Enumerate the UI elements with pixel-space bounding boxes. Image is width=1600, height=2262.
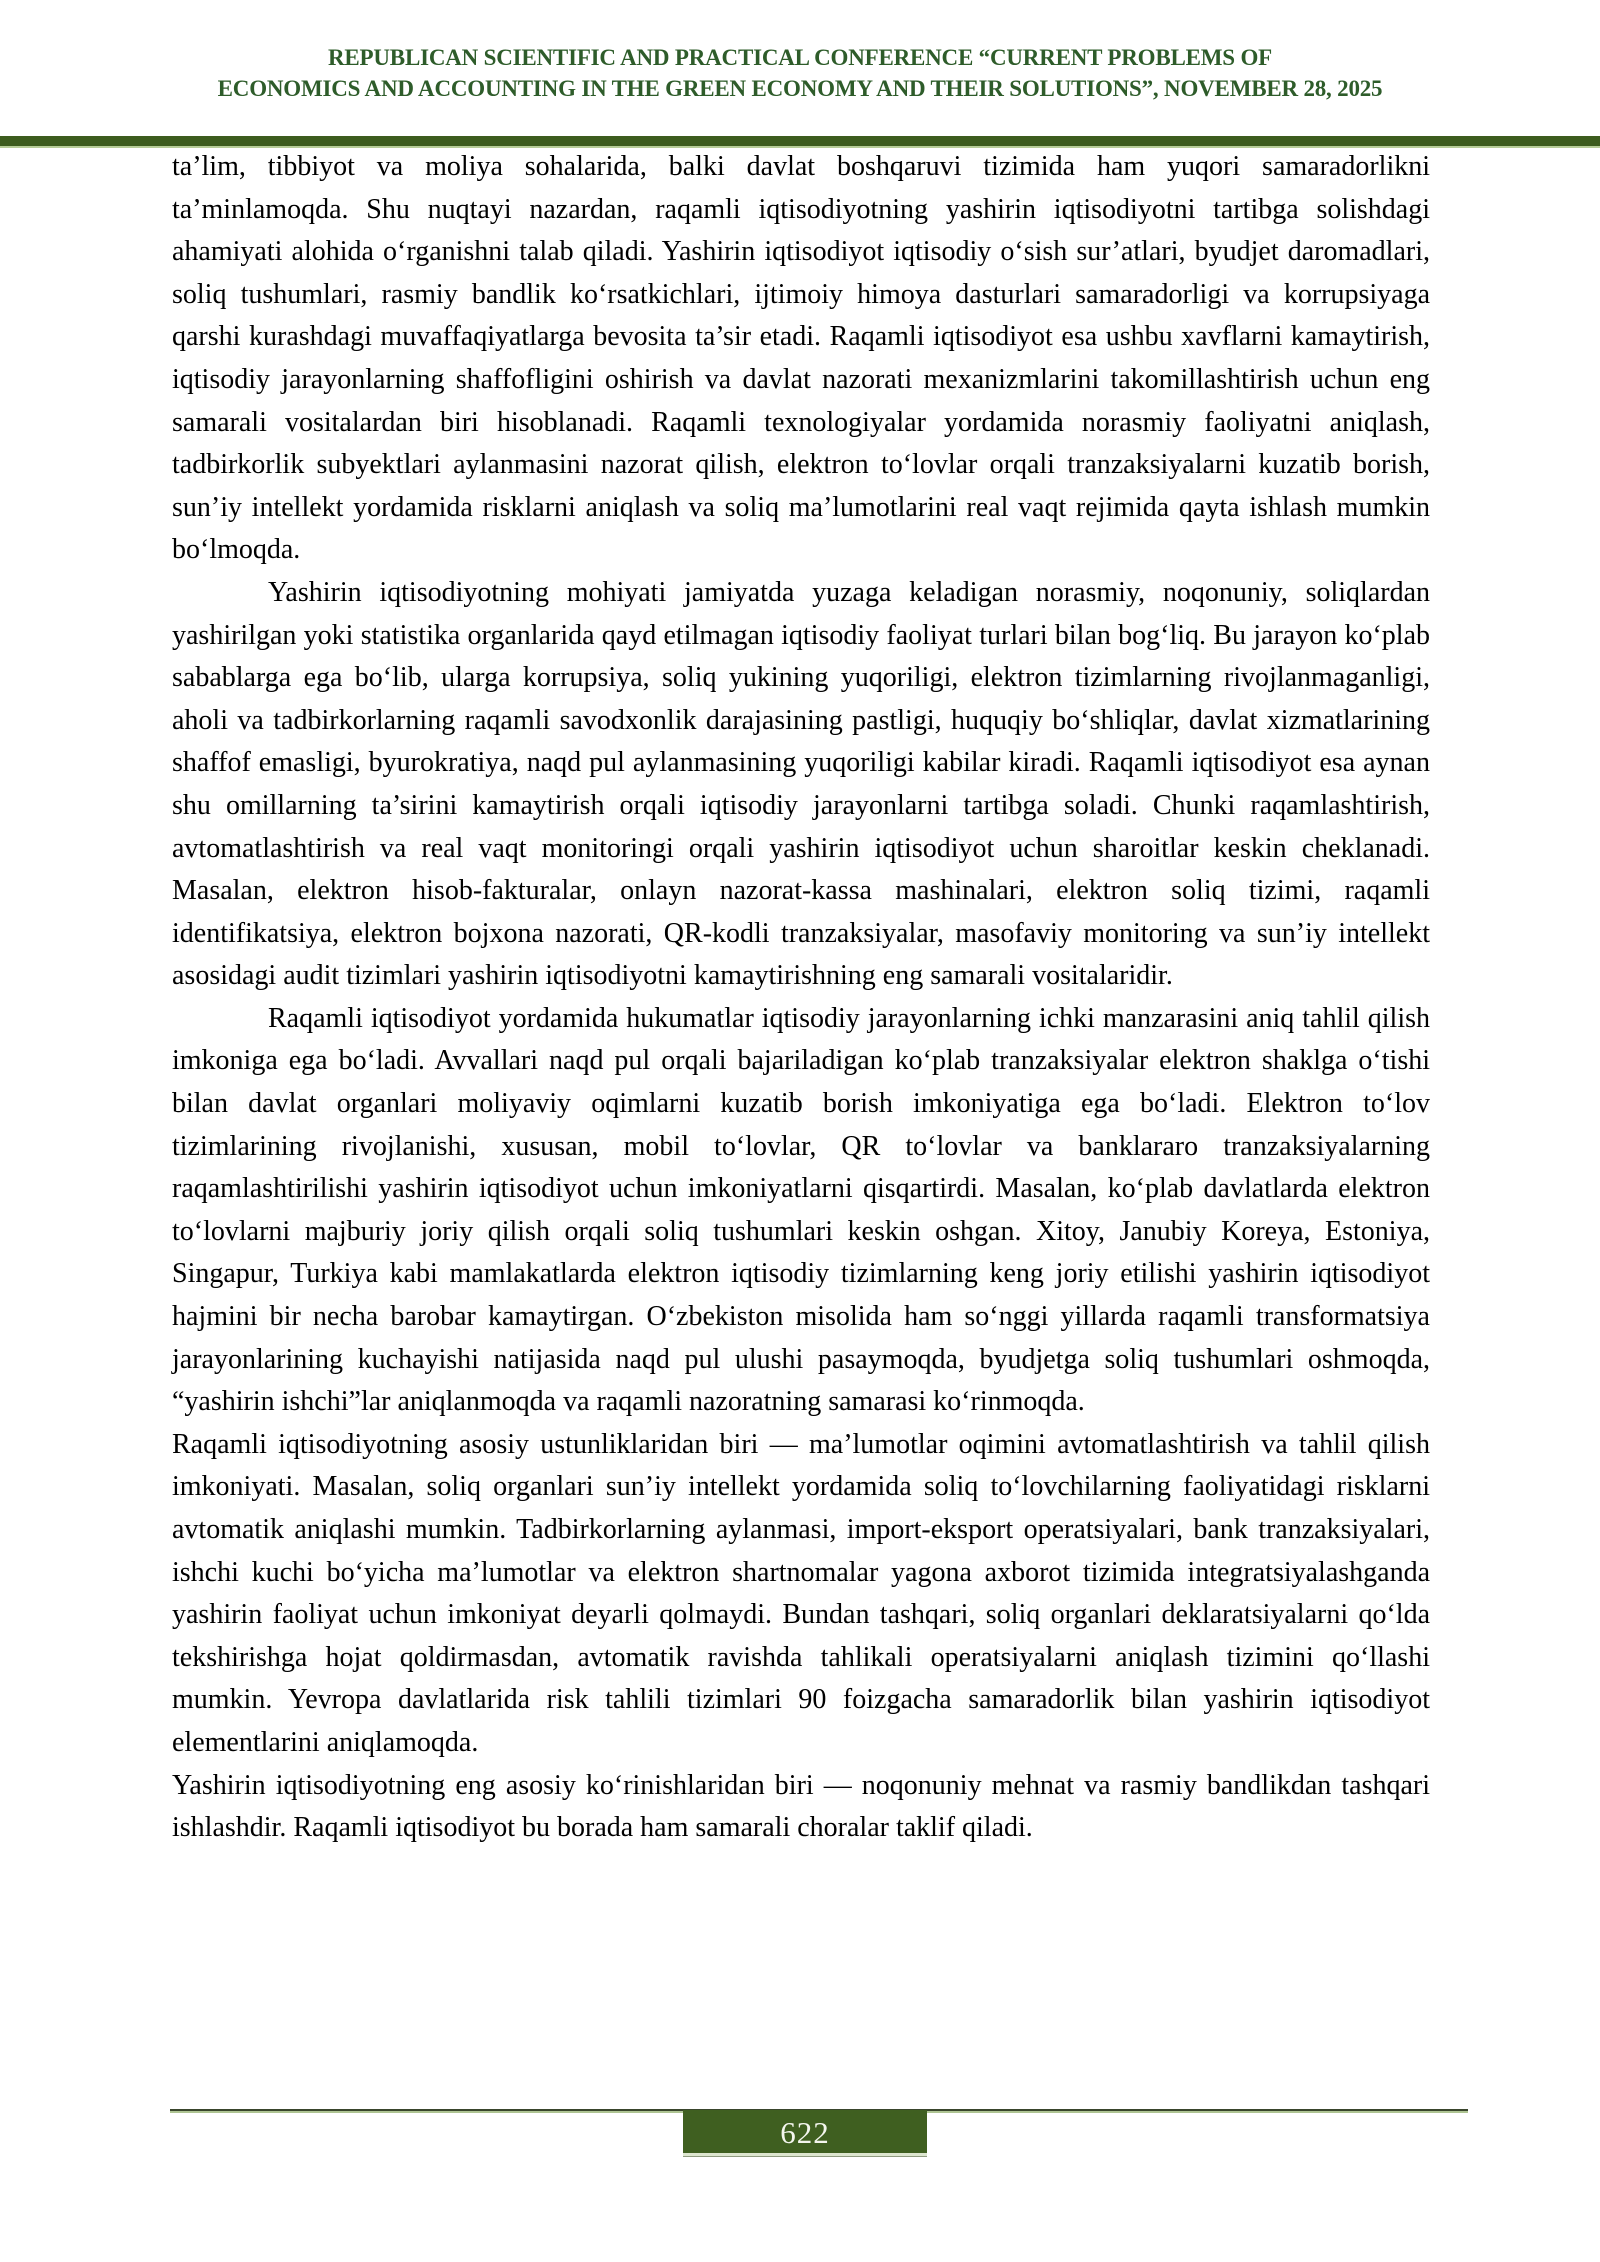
paragraph-data-automation: Raqamli iqtisodiyotning asosiy ustunliklaridan biri — ma’lumotlar oqimini avtomatlashtirish va tahlil qilish imkoniyati. Masalan, soliq organlari sun’iy intellekt yordamida soliq toʻlovchilarning faoliyatidagi risklarni avtomatik aniqlashi mumkin. Tadbirkorlarning aylanmasi, import-eksport operatsiyalari, bank tranzaksiyalari, ishchi kuchi boʻyicha ma’lumotlar va elektron shartnomalar yagona axborot tizimida integratsiyalashganda yashirin faoliyat uchun imkoniyat deyarli qolmaydi. Bundan tashqari, soliq organlari deklaratsiyalarni qoʻlda tekshirishga hojat qoldirmasdan, avtomatik ravishda tahlikali operatsiyalarni aniqlash tizimini qoʻllashi mumkin. Yevropa davlatlarida risk tahlili tizimlari 90 foizgacha samaradorlik bilan yashirin iqtisodiyot elementlarini aniqlamoqda. <box>172 1428 1430 1758</box>
conference-header-line1: REPUBLICAN SCIENTIFIC AND PRACTICAL CONFERENCE “CURRENT PROBLEMS OF <box>328 45 1272 70</box>
article-body <box>172 146 1430 1850</box>
conference-header <box>100 42 1500 104</box>
paragraph-continuation: ta’lim, tibbiyot va moliya sohalarida, balki davlat boshqaruvi tizimida ham yuqori samaradorlikni ta’minlamoqda. Shu nuqtayi nazardan, raqamli iqtisodiyotning yashirin iqtisodiyotni tartibga solishdagi ahamiyati alohida oʻrganishni talab qiladi. Yashirin iqtisodiyot iqtisodiy oʻsish sur’atlari, byudjet daromadlari, soliq tushumlari, rasmiy bandlik koʻrsatkichlari, ijtimoiy himoya dasturlari samaradorligi va korrupsiyaga qarshi kurashdagi muvaffaqiyatlarga bevosita ta’sir etadi. Raqamli iqtisodiyot esa ushbu xavflarni kamaytirish, iqtisodiy jarayonlarning shaffofligini oshirish va davlat nazorati mexanizmlarini takomillashtirish uchun eng samarali vositalardan biri hisoblanadi. Raqamli texnologiyalar yordamida norasmiy faoliyatni aniqlash, tadbirkorlik subyektlari aylanmasini nazorat qilish, elektron toʻlovlar orqali tranzaksiyalarni kuzatib borish, sun’iy intellekt yordamida risklarni aniqlash va soliq ma’lumotlarini real vaqt rejimida qayta ishlash mumkin boʻlmoqda. <box>172 151 1430 566</box>
page-number: 622 <box>780 2115 830 2150</box>
conference-header-line2: ECONOMICS AND ACCOUNTING IN THE GREEN ECONOMY AND THEIR SOLUTIONS”, NOVEMBER 28, 2025 <box>217 76 1383 101</box>
page-number-box <box>683 2110 927 2156</box>
paragraph-illegal-labor: Yashirin iqtisodiyotning eng asosiy koʻrinishlaridan biri — noqonuniy mehnat va rasmiy bandlikdan tashqari ishlashdir. Raqamli iqtisodiyot bu borada ham samarali choralar taklif qiladi. <box>172 1769 1430 1844</box>
paragraph-hidden-economy-essence: Yashirin iqtisodiyotning mohiyati jamiyatda yuzaga keladigan norasmiy, noqonuniy, soliqlardan yashirilgan yoki statistika organlarida qayd etilmagan iqtisodiy faoliyat turlari bilan bogʻliq. Bu jarayon koʻplab sabablarga ega boʻlib, ularga korrupsiya, soliq yukining yuqoriligi, elektron tizimlarning rivojlanmaganligi, aholi va tadbirkorlarning raqamli savodxonlik darajasining pastligi, huquqiy boʻshliqlar, davlat xizmatlarining shaffof emasligi, byurokratiya, naqd pul aylanmasining yuqoriligi kabilar kiradi. Raqamli iqtisodiyot esa aynan shu omillarning ta’sirini kamaytirish orqali iqtisodiy jarayonlarni tartibga soladi. Chunki raqamlashtirish, avtomatlashtirish va real vaqt monitoringi orqali yashirin iqtisodiyot uchun sharoitlar keskin cheklanadi. Masalan, elektron hisob-fakturalar, onlayn nazorat-kassa mashinalari, elektron soliq tizimi, raqamli identifikatsiya, elektron bojxona nazorati, QR-kodli tranzaksiyalar, masofaviy monitoring va sun’iy intellekt asosidagi audit tizimlari yashirin iqtisodiyotni kamaytirishning eng samarali vositalaridir. <box>172 576 1430 992</box>
paragraph-digital-economy-analysis: Raqamli iqtisodiyot yordamida hukumatlar iqtisodiy jarayonlarning ichki manzarasini aniq tahlil qilish imkoniga ega boʻladi. Avvallari naqd pul orqali bajariladigan koʻplab tranzaksiyalar elektron shaklga oʻtishi bilan davlat organlari moliyaviy oqimlarni kuzatib borish imkoniyatiga ega boʻladi. Elektron toʻlov tizimlarining rivojlanishi, xususan, mobil toʻlovlar, QR toʻlovlar va banklararo tranzaksiyalarning raqamlashtirilishi yashirin iqtisodiyot uchun imkoniyatlarni qisqartirdi. Masalan, koʻplab davlatlarda elektron toʻlovlarni majburiy joriy qilish orqali soliq tushumlari keskin oshgan. Xitoy, Janubiy Koreya, Estoniya, Singapur, Turkiya kabi mamlakatlarda elektron iqtisodiy tizimlarning keng joriy etilishi yashirin iqtisodiyot hajmini bir necha barobar kamaytirgan. Oʻzbekiston misolida ham soʻnggi yillarda raqamli transformatsiya jarayonlarining kuchayishi natijasida naqd pul ulushi pasaymoqda, byudjetga soliq tushumlari oshmoqda, “yashirin ishchi”lar aniqlanmoqda va raqamli nazoratning samarasi koʻrinmoqda. <box>172 1002 1430 1418</box>
